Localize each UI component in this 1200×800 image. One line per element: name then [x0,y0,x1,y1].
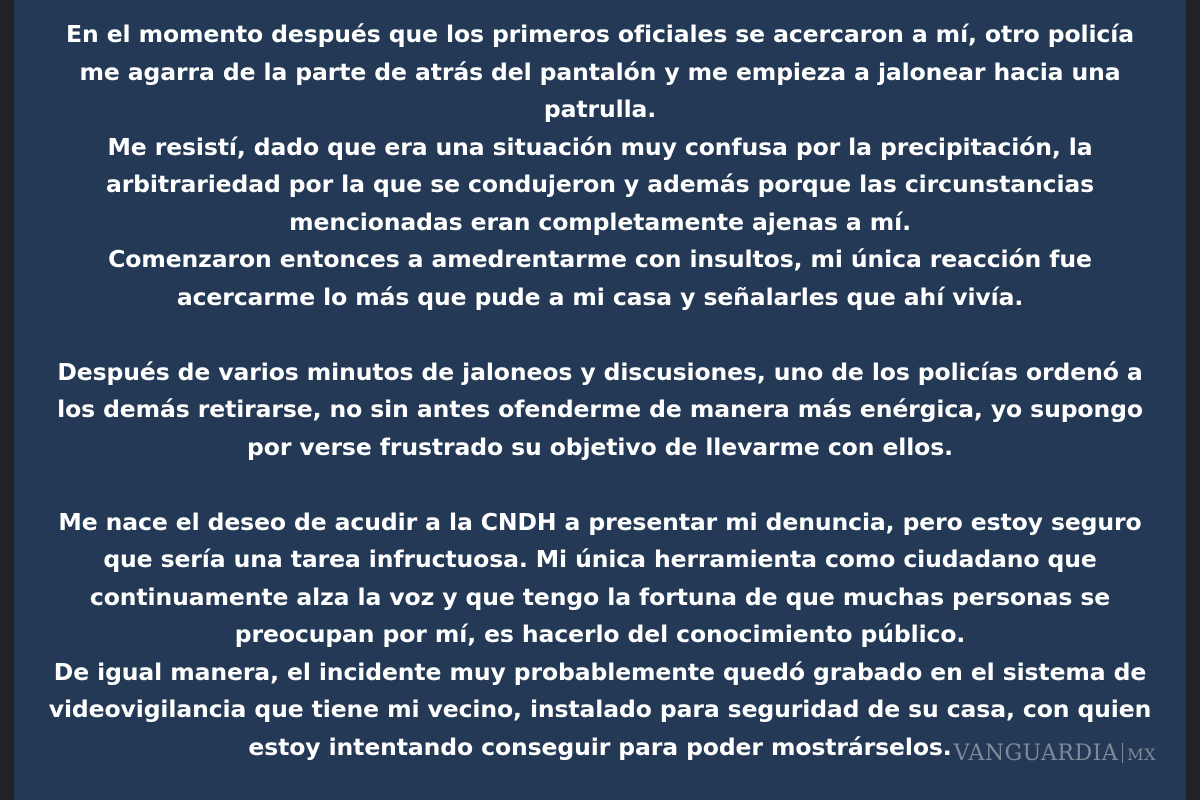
statement-panel [14,0,1186,800]
text-line: mencionadas eran completamente ajenas a mí. [289,207,911,236]
watermark-brand: VANGUARDIA [953,741,1119,766]
text-line: que sería una tarea infructuosa. Mi única herramienta como ciudadano que [103,545,1097,573]
watermark-divider [1122,743,1123,763]
text-line: Me nace el deseo de acudir a la CNDH a presentar mi denuncia, pero estoy seguro [58,507,1142,536]
text-line: me agarra de la parte de atrás del pantalón y me empieza a jalonear hacia una [79,57,1121,86]
text-line: continuamente alza la voz y que tengo la fortuna de que muchas personas se [89,582,1111,611]
text-line: por verse frustrado su objetivo de llevarme con ellos. [247,432,953,461]
text-line: Después de varios minutos de jaloneos y discusiones, uno de los policías ordenó a [57,357,1143,386]
text-line: En el momento después que los primeros oficiales se acercaron a mí, otro policía [66,20,1134,48]
text-line: Me resistí, dado que era una situación muy confusa por la precipitación, la [107,132,1093,161]
text-line: los demás retirarse, no sin antes ofenderme de manera más enérgica, yo supongo [57,395,1143,423]
text-line: patrulla. [543,95,657,123]
paragraph-gap [34,466,1166,504]
text-line: videovigilancia que tiene mi vecino, instalado para seguridad de su casa, con quien [48,695,1152,723]
text-line: De igual manera, el incidente muy probablemente quedó grabado en el sistema de [53,657,1147,686]
text-line: estoy intentando conseguir para poder mostrárselos. [248,732,952,761]
statement-text [34,16,1166,766]
text-line: arbitrariedad por la que se condujeron y además porque las circunstancias [105,170,1095,198]
text-line: preocupan por mí, es hacerlo del conocimiento público. [234,620,966,648]
text-line: Comenzaron entonces a amedrentarme con insultos, mi única reacción fue [108,245,1092,273]
paragraph-gap [34,316,1166,354]
watermark-suffix: MX [1127,745,1156,764]
text-line: acercarme lo más que pude a mi casa y señalarles que ahí vivía. [176,282,1024,311]
vanguardia-watermark [954,741,1156,766]
